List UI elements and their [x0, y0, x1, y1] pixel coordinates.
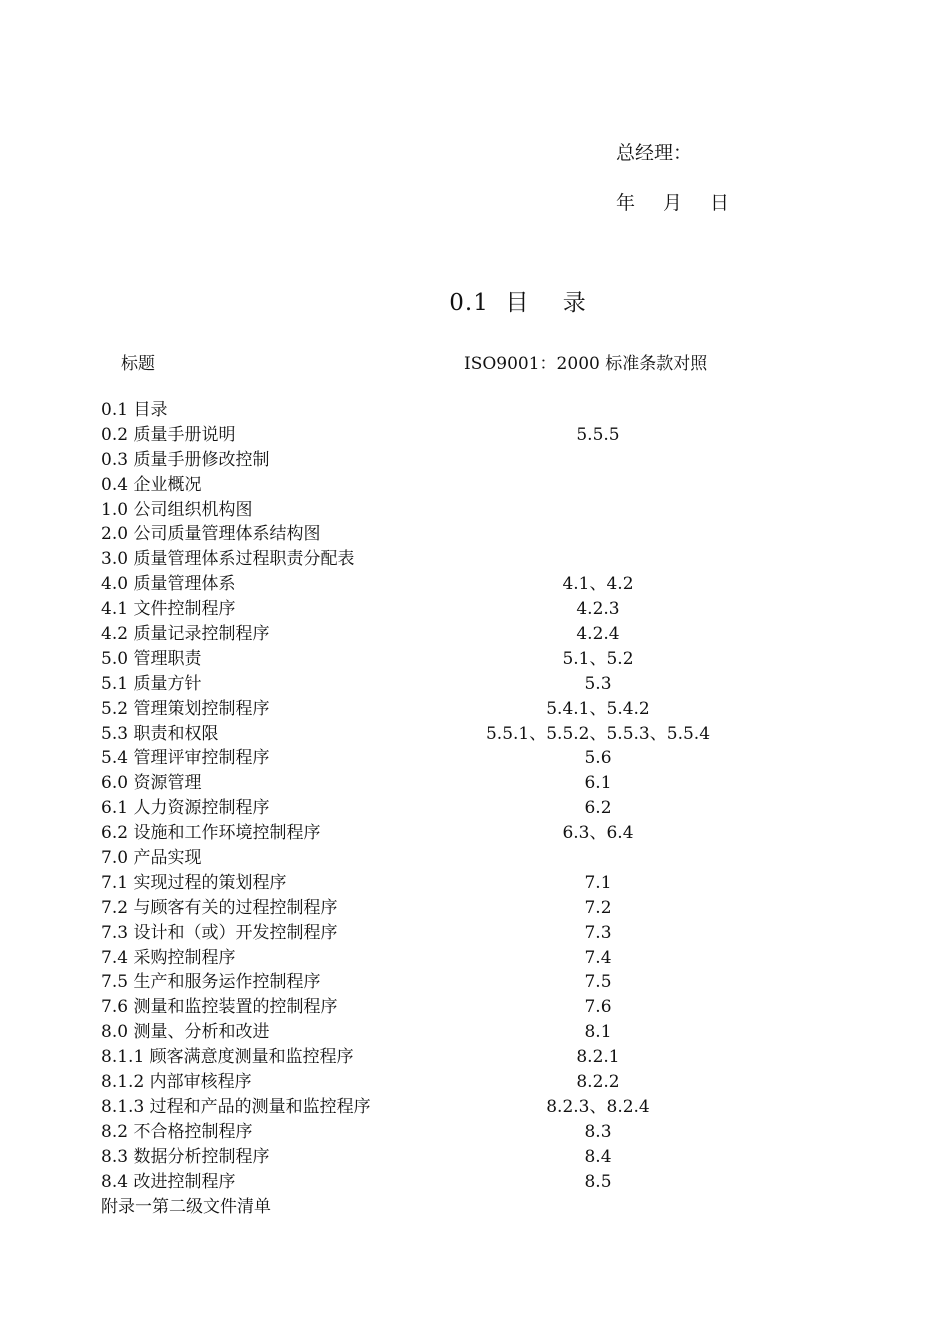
- toc-entry-title: 2.0 公司质量管理体系结构图: [101, 524, 321, 545]
- toc-entry-title: 7.1 实现过程的策划程序: [101, 872, 287, 893]
- toc-entry-title: 5.4 管理评审控制程序: [101, 748, 270, 769]
- toc-entry-title: 4.2 质量记录控制程序: [101, 624, 270, 645]
- toc-entry-title: 8.2 不合格控制程序: [101, 1121, 253, 1142]
- toc-entry: [101, 771, 861, 796]
- toc-entry-title: 7.5 生产和服务运作控制程序: [101, 972, 321, 993]
- toc-entry: [101, 647, 861, 672]
- toc-entry-title: 7.2 与顾客有关的过程控制程序: [101, 897, 338, 918]
- toc-entry-clause: 5.1、5.2: [562, 648, 634, 669]
- toc-entry-clause: 8.3: [584, 1121, 612, 1142]
- toc-entry: [101, 448, 861, 473]
- toc-entry-clause: 8.4: [584, 1146, 612, 1167]
- toc-entry: [101, 946, 861, 971]
- clause-column-header: ISO9001：2000 标准条款对照: [464, 354, 708, 374]
- toc-entry-title: 8.1.3 过程和产品的测量和监控程序: [101, 1096, 371, 1117]
- general-manager-signature-label: 总经理：: [616, 142, 693, 164]
- toc-entry: [101, 1195, 861, 1220]
- toc-entry-title: 5.1 质量方针: [101, 673, 202, 694]
- toc-entry-clause: 5.4.1、5.4.2: [546, 698, 650, 719]
- toc-entry: [101, 1045, 861, 1070]
- toc-entry-clause: 7.1: [584, 872, 612, 893]
- toc-entry: [101, 1070, 861, 1095]
- toc-entry-clause: 7.4: [584, 947, 612, 968]
- toc-entry-title: 8.1.1 顾客满意度测量和监控程序: [101, 1047, 354, 1068]
- toc-entry-title: 4.1 文件控制程序: [101, 599, 236, 620]
- toc-entry: [101, 597, 861, 622]
- toc-entry-title: 8.3 数据分析控制程序: [101, 1146, 270, 1167]
- toc-entry-title: 4.0 质量管理体系: [101, 574, 236, 595]
- toc-entry-title: 0.4 企业概况: [101, 474, 202, 495]
- toc-entry-title: 6.0 资源管理: [101, 773, 202, 794]
- toc-entry-title: 7.3 设计和（或）开发控制程序: [101, 922, 338, 943]
- toc-entry-clause: 4.2.3: [576, 599, 620, 620]
- toc-entry-clause: 8.1: [584, 1022, 612, 1043]
- toc-entry-title: 5.3 职责和权限: [101, 723, 219, 744]
- toc-entry-title: 8.4 改进控制程序: [101, 1171, 236, 1192]
- toc-entry-title: 0.2 质量手册说明: [101, 424, 236, 445]
- toc-entry-title: 3.0 质量管理体系过程职责分配表: [101, 549, 355, 570]
- toc-entry-title: 0.3 质量手册修改控制: [101, 449, 270, 470]
- toc-entry-clause: 6.2: [584, 798, 612, 819]
- toc-entry-clause: 8.2.2: [576, 1072, 620, 1093]
- page-title: 0.1 目 录: [449, 290, 587, 316]
- toc-entry: [101, 1095, 861, 1120]
- toc-entry-title: 0.1 目录: [101, 400, 168, 420]
- toc-entry: [101, 1020, 861, 1045]
- day-label: 日: [710, 192, 730, 214]
- toc-entry: [101, 1145, 861, 1170]
- toc-entry-clause: 7.6: [584, 997, 612, 1018]
- toc-list: [101, 398, 861, 1219]
- toc-entry-title: 7.0 产品实现: [101, 848, 202, 869]
- title-column-header: 标题: [121, 354, 155, 374]
- toc-entry-clause: 7.2: [584, 897, 612, 918]
- toc-entry: [101, 622, 861, 647]
- toc-entry-title: 1.0 公司组织机构图: [101, 499, 253, 520]
- toc-entry-clause: 6.3、6.4: [562, 823, 634, 844]
- toc-entry: [101, 921, 861, 946]
- toc-entry-clause: 4.2.4: [576, 624, 620, 645]
- toc-entry: [101, 821, 861, 846]
- toc-entry: [101, 473, 861, 498]
- toc-entry-title: 8.0 测量、分析和改进: [101, 1022, 270, 1043]
- toc-entry: [101, 572, 861, 597]
- toc-entry: [101, 796, 861, 821]
- toc-entry: [101, 423, 861, 448]
- toc-entry-clause: 7.5: [584, 972, 612, 993]
- toc-entry-clause: 8.5: [584, 1171, 612, 1192]
- toc-entry-clause: 7.3: [584, 922, 612, 943]
- toc-entry-clause: 8.2.3、8.2.4: [546, 1096, 650, 1117]
- year-label: 年: [616, 192, 636, 214]
- toc-entry-clause: 5.5.5: [576, 424, 620, 445]
- toc-entry: [101, 746, 861, 771]
- toc-entry: [101, 896, 861, 921]
- toc-entry: [101, 846, 861, 871]
- toc-entry-clause: 8.2.1: [576, 1047, 620, 1068]
- toc-entry: [101, 547, 861, 572]
- toc-entry-title: 7.4 采购控制程序: [101, 947, 236, 968]
- toc-entry-title: 6.1 人力资源控制程序: [101, 798, 270, 819]
- toc-entry-title: 5.2 管理策划控制程序: [101, 698, 270, 719]
- toc-entry-title: 8.1.2 内部审核程序: [101, 1072, 252, 1093]
- toc-entry: [101, 398, 861, 423]
- toc-entry: [101, 871, 861, 896]
- toc-entry-title: 7.6 测量和监控装置的控制程序: [101, 997, 338, 1018]
- toc-entry-title: 5.0 管理职责: [101, 648, 202, 669]
- toc-entry: [101, 1120, 861, 1145]
- toc-entry-clause: 4.1、4.2: [562, 574, 634, 595]
- toc-entry: [101, 1170, 861, 1195]
- toc-entry: [101, 995, 861, 1020]
- signature-date: [616, 188, 729, 215]
- toc-entry: [101, 722, 861, 747]
- toc-entry: [101, 970, 861, 995]
- toc-entry: [101, 697, 861, 722]
- toc-entry-clause: 6.1: [584, 773, 612, 794]
- toc-entry: [101, 672, 861, 697]
- month-label: 月: [663, 192, 683, 214]
- toc-entry-clause: 5.5.1、5.5.2、5.5.3、5.5.4: [485, 723, 711, 744]
- toc-entry: [101, 522, 861, 547]
- toc-entry-clause: 5.6: [584, 748, 612, 769]
- toc-entry-title: 附录一第二级文件清单: [101, 1196, 271, 1217]
- toc-entry-title: 6.2 设施和工作环境控制程序: [101, 823, 321, 844]
- toc-entry: [101, 498, 861, 523]
- toc-entry-clause: 5.3: [584, 673, 612, 694]
